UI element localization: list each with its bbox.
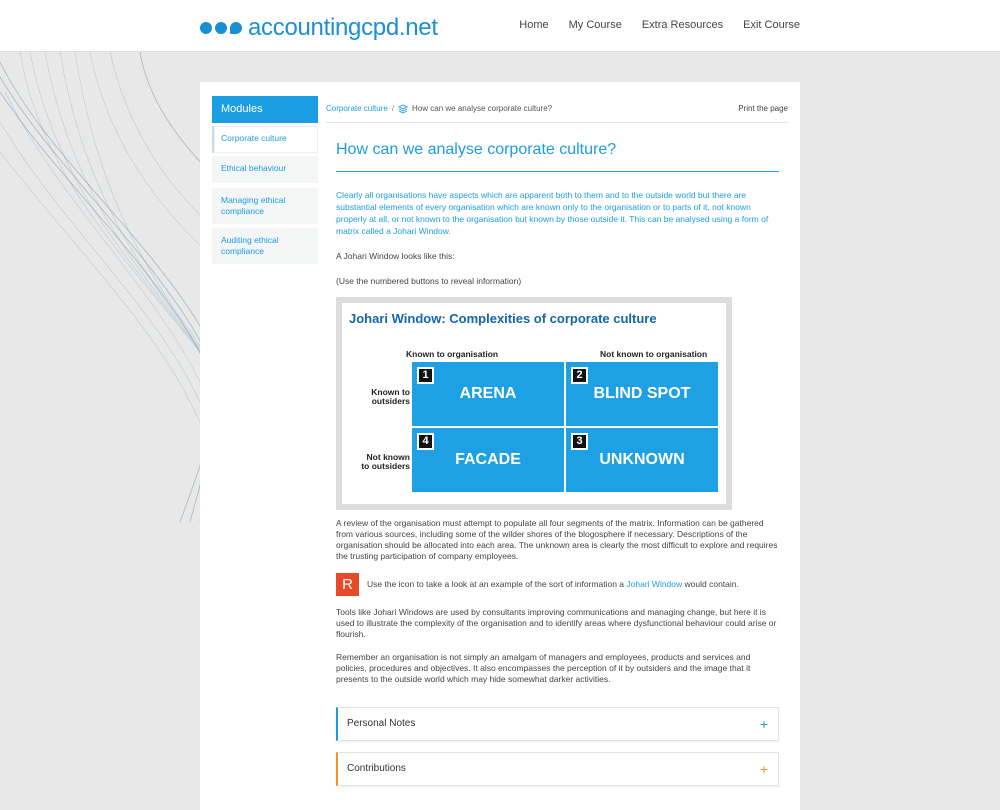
paragraph-looks-like: A Johari Window looks like this: — [336, 251, 455, 261]
johari-cell-label: BLIND SPOT — [593, 384, 691, 402]
row-header-not-known-line1: Not known — [366, 451, 410, 462]
johari-cell-blind-spot[interactable] — [566, 362, 718, 426]
column-header-known: Known to organisation — [406, 348, 499, 359]
expand-plus-icon[interactable]: + — [759, 715, 768, 732]
accordion-label: Contributions — [347, 763, 406, 775]
resource-text-after: would contain. — [682, 578, 739, 589]
johari-cell-label: ARENA — [459, 384, 517, 402]
expand-plus-icon[interactable]: + — [759, 760, 768, 777]
accordion-personal-notes[interactable] — [336, 707, 779, 741]
top-header — [0, 0, 1000, 52]
sidebar-item-corporate-culture[interactable]: Corporate culture — [212, 126, 318, 153]
accordion-label: Personal Notes — [347, 718, 416, 730]
logo-dot — [200, 22, 212, 34]
modules-sidebar — [212, 96, 318, 264]
reveal-button-4[interactable]: 4 — [417, 433, 434, 450]
reveal-button-1[interactable]: 1 — [417, 367, 434, 384]
page-title: How can we analyse corporate culture? — [336, 141, 779, 172]
logo-dot — [230, 22, 242, 34]
row-header-known-line1: Known to — [371, 386, 410, 397]
sidebar-item-ethical-behaviour[interactable]: Ethical behaviour — [212, 156, 318, 183]
johari-cell-facade[interactable] — [412, 428, 564, 492]
site-logo[interactable] — [200, 14, 438, 42]
intro-paragraph: Clearly all organisations have aspects which are apparent both to them and to the outside world but there are substantial elements of every organisation which are known only to the organisation or to parts of it, not known properly at all, or not known to the organisation but known by those outside it. This can be analysed using a form of matrix called a Johari Window. — [336, 190, 769, 236]
paragraph-instructions: (Use the numbered buttons to reveal information) — [336, 276, 522, 287]
sidebar-item-managing-ethical-compliance[interactable]: Managing ethical compliance — [212, 188, 318, 224]
nav-home[interactable]: Home — [519, 19, 549, 31]
content-card — [200, 82, 800, 810]
layers-icon — [398, 104, 408, 114]
paragraph-tools: Tools like Johari Windows are used by consultants improving communications and managing change, but here it is used to illustrate the complexity of the organisation and to identify areas where dysfunctional behaviour could arise or flourish. — [336, 606, 777, 640]
nav-exit-course[interactable]: Exit Course — [743, 19, 800, 31]
breadcrumb-current: How can we analyse corporate culture? — [412, 104, 553, 113]
johari-cell-label: FACADE — [455, 450, 521, 468]
article — [326, 141, 778, 786]
breadcrumb — [326, 96, 788, 123]
row-header-known-line2: outsiders — [371, 395, 410, 406]
row-header-known — [350, 388, 410, 406]
row-header-not-known-line2: to outsiders — [361, 460, 410, 471]
johari-cell-unknown[interactable] — [566, 428, 718, 492]
johari-cell-arena[interactable] — [412, 362, 564, 426]
resource-row — [336, 573, 778, 596]
main-content — [326, 96, 788, 786]
breadcrumb-parent[interactable]: Corporate culture — [326, 104, 388, 113]
resource-text-before: Use the icon to take a look at an example of the sort of information a — [367, 578, 627, 589]
nav-my-course[interactable]: My Course — [568, 19, 622, 31]
resource-text — [367, 579, 739, 590]
paragraph-review: A review of the organisation must attempt to populate all four segments of the matrix. Information can be gathered from various sources, including some of the wilder shores of the blogosphere if necessary. Descriptions of the organisation should be allocated into each area. The unknown area is clearly the most difficult to explore and requires the trusting participation of company employees. — [336, 517, 778, 562]
reveal-button-3[interactable]: 3 — [571, 433, 588, 450]
sidebar-item-auditing-ethical-compliance[interactable]: Auditing ethical compliance — [212, 228, 318, 264]
logo-text: accountingcpd.net — [248, 14, 438, 41]
row-header-not-known — [350, 453, 410, 471]
column-header-not-known: Not known to organisation — [600, 348, 708, 359]
breadcrumb-separator: / — [391, 104, 395, 113]
paragraph-remember: Remember an organisation is not simply an amalgam of managers and employees, products and services and policies, procedures and objectives. It also encompasses the perception of it by outsiders and the image that it presents to the outside world which may hide somewhat darker activities. — [336, 651, 751, 685]
resource-r-button[interactable]: R — [336, 573, 359, 596]
print-page-link[interactable]: Print the page — [738, 104, 788, 113]
nav-extra-resources[interactable]: Extra Resources — [641, 19, 724, 31]
johari-window-panel — [342, 303, 726, 504]
johari-window-link[interactable]: Johari Window — [626, 578, 683, 589]
johari-cell-label: UNKNOWN — [599, 450, 685, 468]
reveal-button-2[interactable]: 2 — [571, 367, 588, 384]
johari-title: Johari Window: Complexities of corporate culture — [349, 310, 657, 326]
logo-dot — [215, 22, 227, 34]
logo-mark — [200, 22, 242, 34]
johari-window-figure — [336, 297, 732, 510]
accordion-contributions[interactable] — [336, 752, 779, 786]
johari-grid — [412, 362, 719, 492]
main-nav — [519, 19, 800, 31]
modules-heading: Modules — [212, 96, 318, 123]
